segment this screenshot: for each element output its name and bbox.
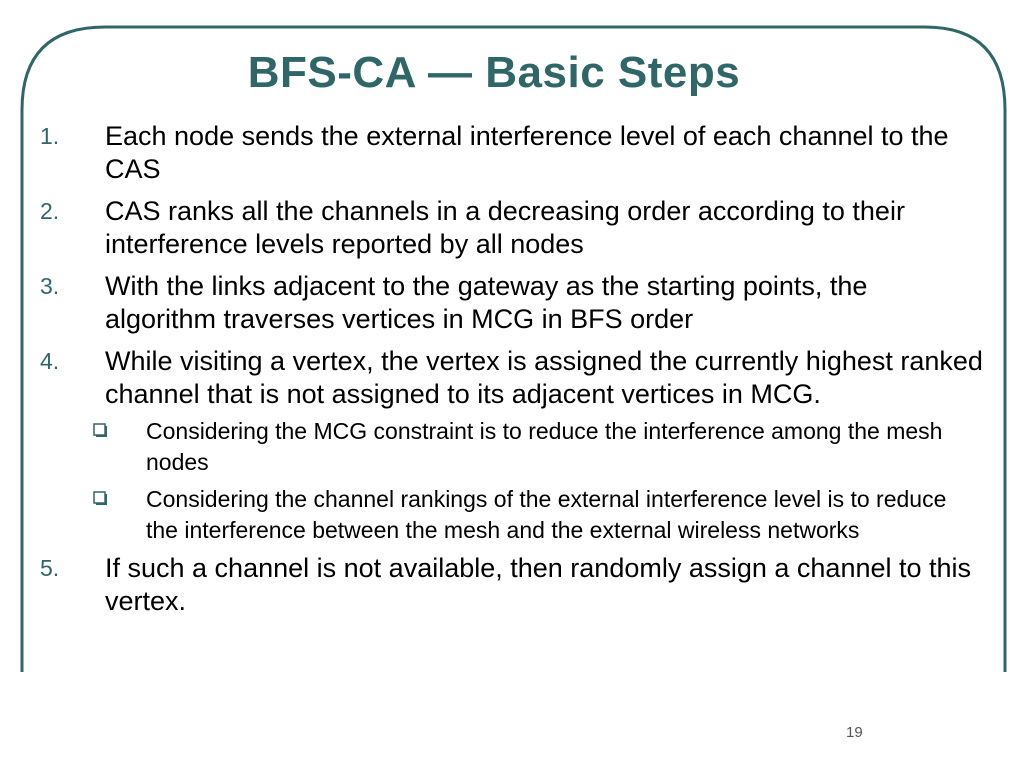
hollow-square-bullet-icon [93,491,108,506]
step-text: Each node sends the external interference level of each channel to the CAS [105,121,949,184]
hollow-square-bullet-icon [93,423,108,438]
step-number: 4. [40,348,60,374]
step-text: With the links adjacent to the gateway as the starting points, the algorithm traverses vertices in MCG in BFS order [105,271,868,334]
step-item-1 [0,120,985,186]
step-number: 2. [40,198,60,224]
step-item-3 [0,270,985,336]
step-item-4 [0,345,985,411]
page-number: 19 [846,724,863,741]
step-list [0,120,1024,627]
sub-bullet-item-1 [0,416,984,478]
slide-title: BFS-CA — Basic Steps [247,48,741,97]
step-4-subitems [0,416,1024,546]
sub-bullet-text: Considering the channel rankings of the external interference level is to reduce the interference between the mesh and the external wireless networks [146,486,947,543]
step-text: If such a channel is not available, then randomly assign a channel to this vertex. [105,553,972,616]
step-item-5 [0,552,985,618]
step-text: While visiting a vertex, the vertex is assigned the currently highest ranked channel that is not assigned to its adjacent vertices in MCG. [105,346,983,409]
sub-bullet-text: Considering the MCG constraint is to reduce the interference among the mesh nodes [146,418,943,475]
sub-bullet-item-2 [0,484,984,546]
step-text: CAS ranks all the channels in a decreasing order according to their interference levels reported by all nodes [105,196,905,259]
step-number: 1. [40,123,60,149]
step-number: 3. [40,273,60,299]
step-number: 5. [40,555,60,581]
step-item-2 [0,195,985,261]
